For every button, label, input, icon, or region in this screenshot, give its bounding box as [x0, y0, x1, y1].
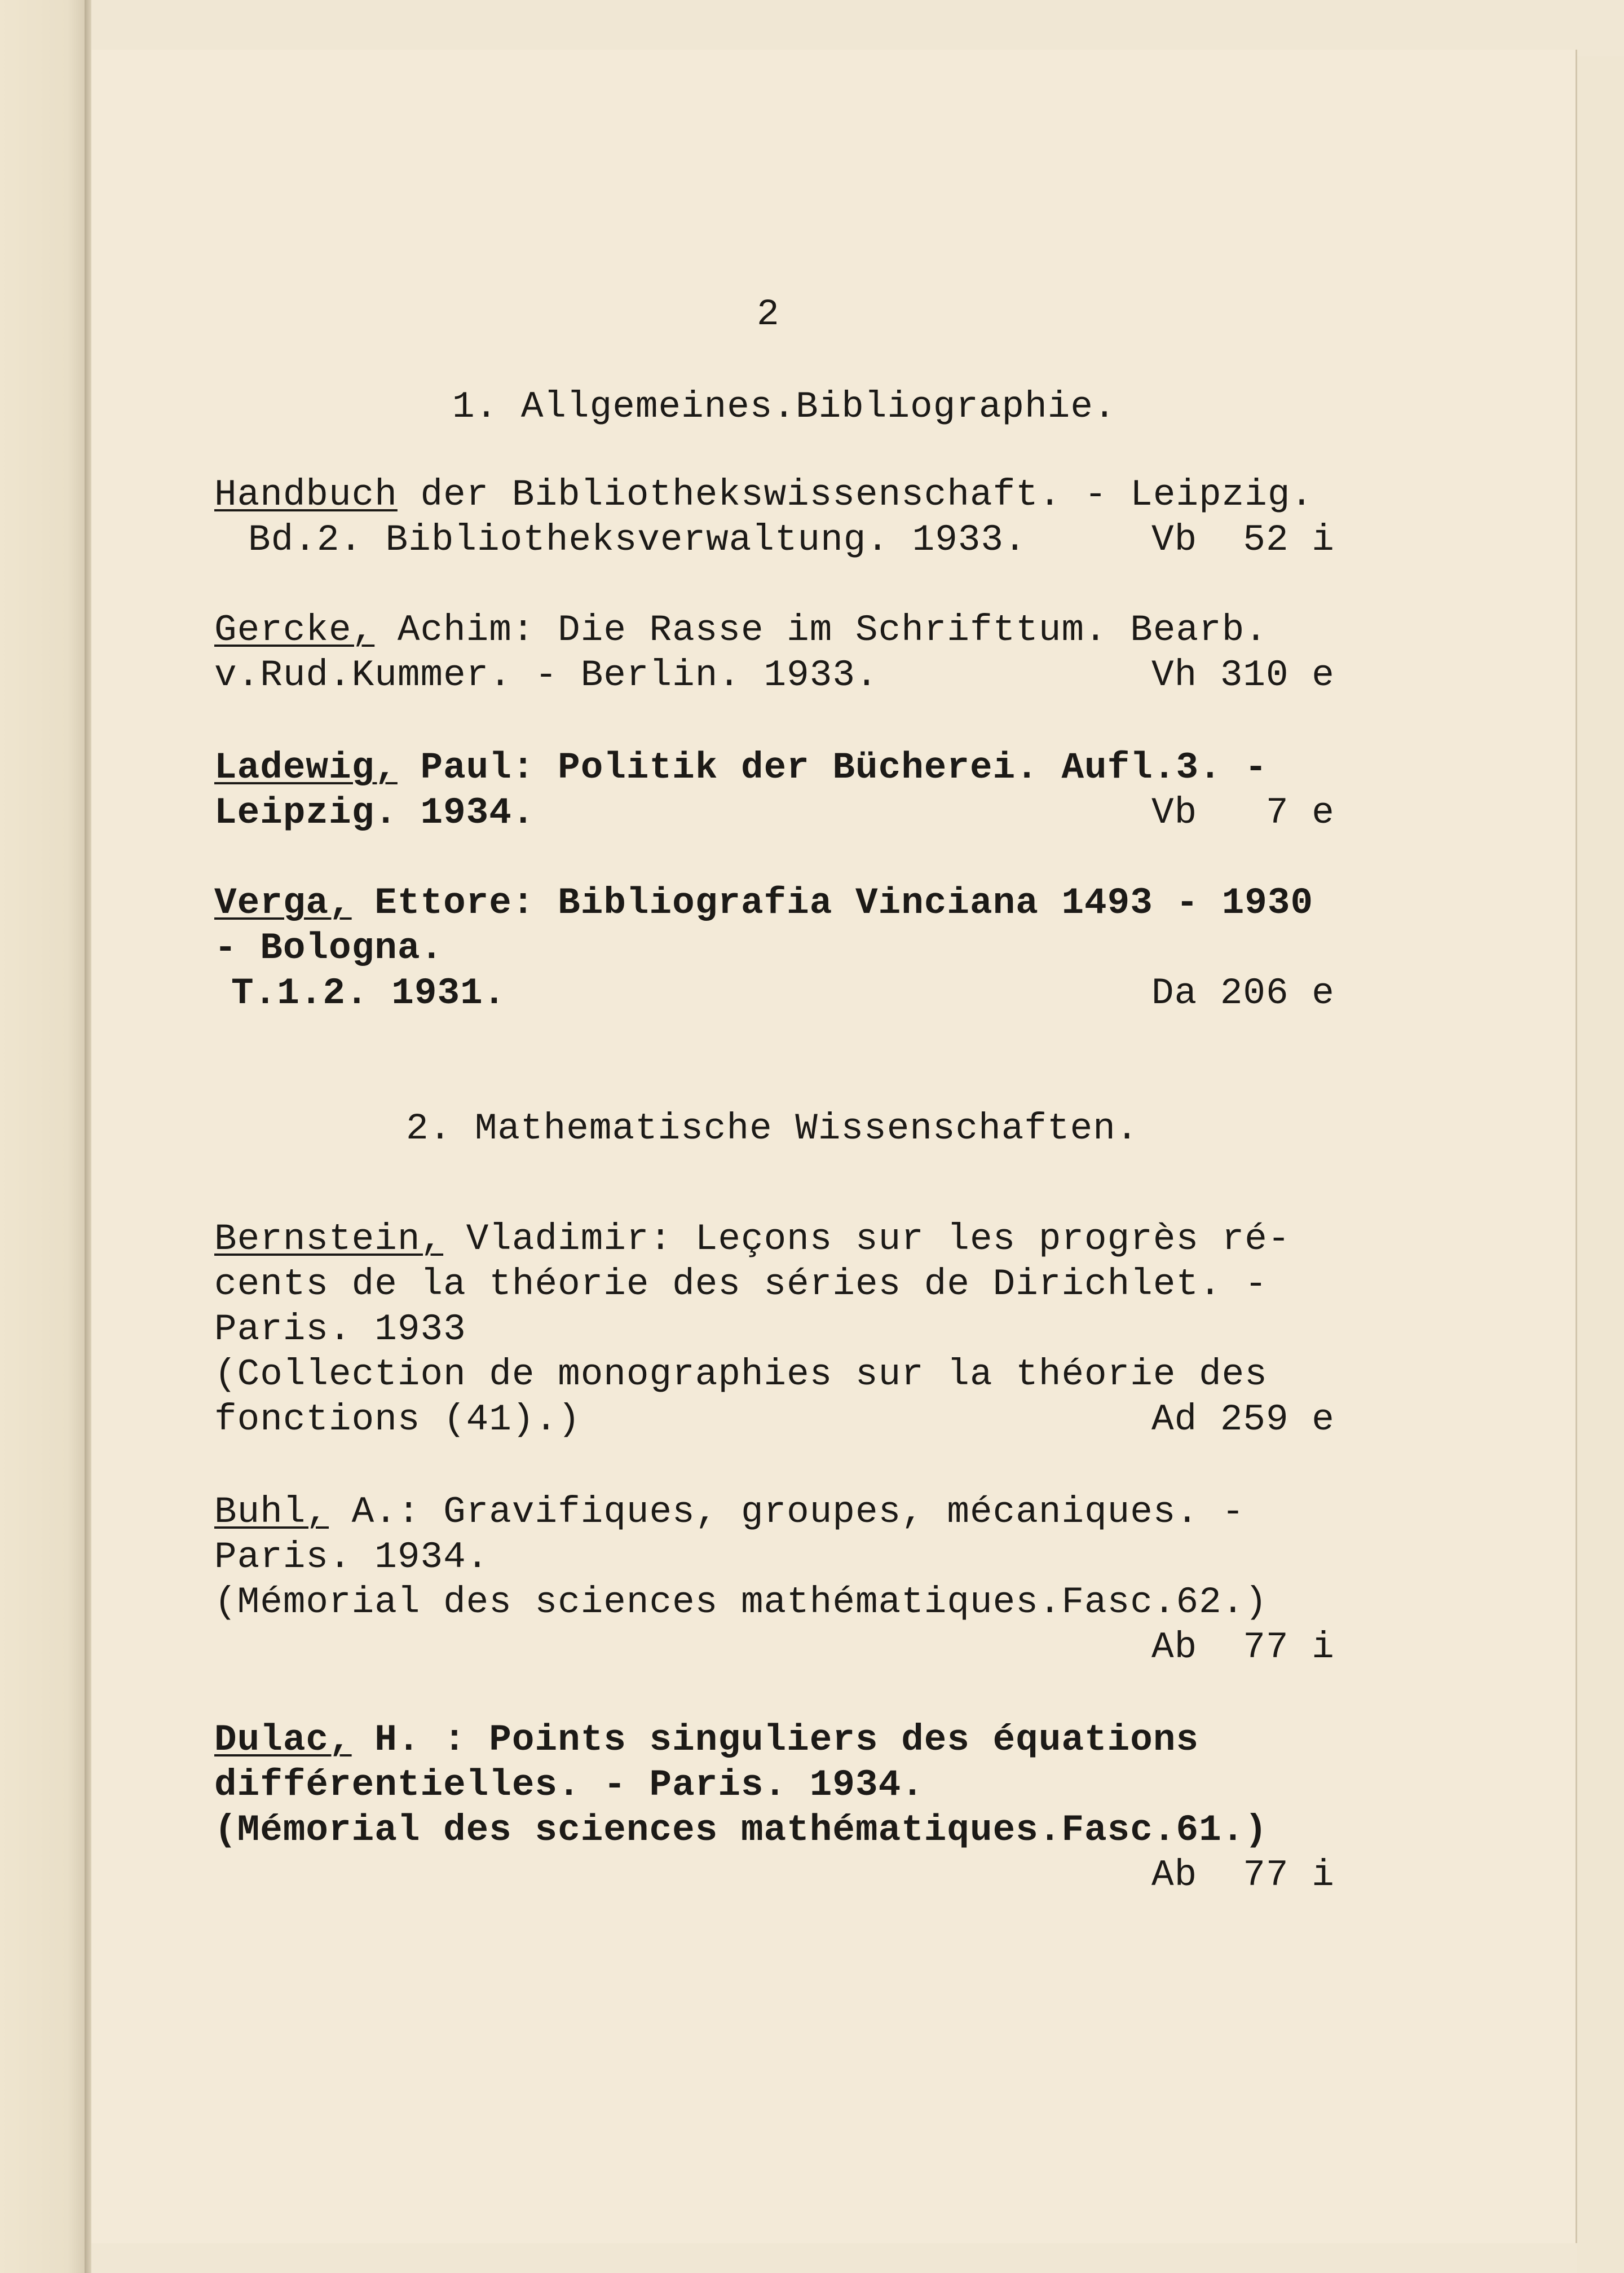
entry-author: Bernstein,	[214, 1218, 444, 1260]
entry-text: Bd.2. Bibliotheksverwaltung. 1933.	[248, 519, 1027, 561]
page-margin-right	[1577, 56, 1624, 2273]
entry-text: cents de la théorie des séries de Dirichlet. -	[214, 1263, 1268, 1305]
entry-author: Ladewig,	[214, 747, 398, 789]
document-page	[91, 50, 1577, 2243]
entry-text: (Collection de monographies sur la théorie des	[214, 1353, 1268, 1396]
entry-author: Dulac,	[214, 1719, 352, 1761]
call-number: Ab 77 i	[1151, 1626, 1335, 1669]
bibliography-entry-gercke	[214, 609, 1268, 651]
entry-author: Buhl,	[214, 1491, 329, 1533]
section-heading-2: 2. Mathematische Wissenschaften.	[406, 1107, 1139, 1150]
entry-text: Paris. 1934.	[214, 1536, 489, 1578]
call-number: Vb 7 e	[1151, 792, 1335, 834]
section-heading-1: 1. Allgemeines.Bibliographie.	[452, 386, 1116, 428]
bibliography-entry-verga	[214, 882, 1313, 924]
entry-text: (Mémorial des sciences mathématiques.Fasc.61.)	[214, 1809, 1268, 1851]
page-number: 2	[757, 293, 780, 336]
bibliography-entry-buhl	[214, 1491, 1245, 1533]
entry-text: différentielles. - Paris. 1934.	[214, 1764, 924, 1806]
entry-text: A.: Gravifiques, groupes, mécaniques. -	[351, 1491, 1245, 1533]
call-number: Ad 259 e	[1151, 1398, 1335, 1441]
entry-author: Handbuch	[214, 474, 398, 516]
entry-text: v.Rud.Kummer. - Berlin. 1933.	[214, 654, 879, 696]
call-number: Vb 52 i	[1151, 519, 1335, 561]
entry-text: Paul: Politik der Bücherei. Aufl.3. -	[420, 747, 1268, 789]
entry-text: Ettore: Bibliografia Vinciana 1493 - 1930	[374, 882, 1314, 924]
entry-author: Gercke,	[214, 609, 375, 651]
entry-text: Vladimir: Leçons sur les progrès ré-	[466, 1218, 1291, 1260]
bibliography-entry-handbuch	[214, 474, 1313, 516]
entry-text: fonctions (41).)	[214, 1398, 581, 1441]
facing-page-edge	[0, 0, 85, 2273]
book-gutter	[85, 0, 91, 2273]
call-number: Da 206 e	[1151, 972, 1335, 1014]
entry-text: Paris. 1933	[214, 1308, 466, 1350]
entry-text: der Bibliothekswissenschaft. - Leipzig.	[420, 474, 1314, 516]
call-number: Vh 310 e	[1151, 654, 1335, 696]
entry-text: T.1.2. 1931.	[231, 972, 506, 1014]
entry-text: Achim: Die Rasse im Schrifttum. Bearb.	[397, 609, 1268, 651]
entry-text: H. : Points singuliers des équations	[374, 1719, 1199, 1761]
call-number: Ab 77 i	[1151, 1854, 1335, 1896]
entry-text: Leipzig. 1934.	[214, 792, 535, 834]
entry-text: - Bologna.	[214, 927, 444, 969]
bibliography-entry-dulac	[214, 1719, 1199, 1761]
bibliography-entry-bernstein	[214, 1218, 1291, 1260]
bibliography-entry-ladewig	[214, 747, 1268, 789]
entry-text: (Mémorial des sciences mathématiques.Fasc.62.)	[214, 1581, 1268, 1623]
entry-author: Verga,	[214, 882, 352, 924]
